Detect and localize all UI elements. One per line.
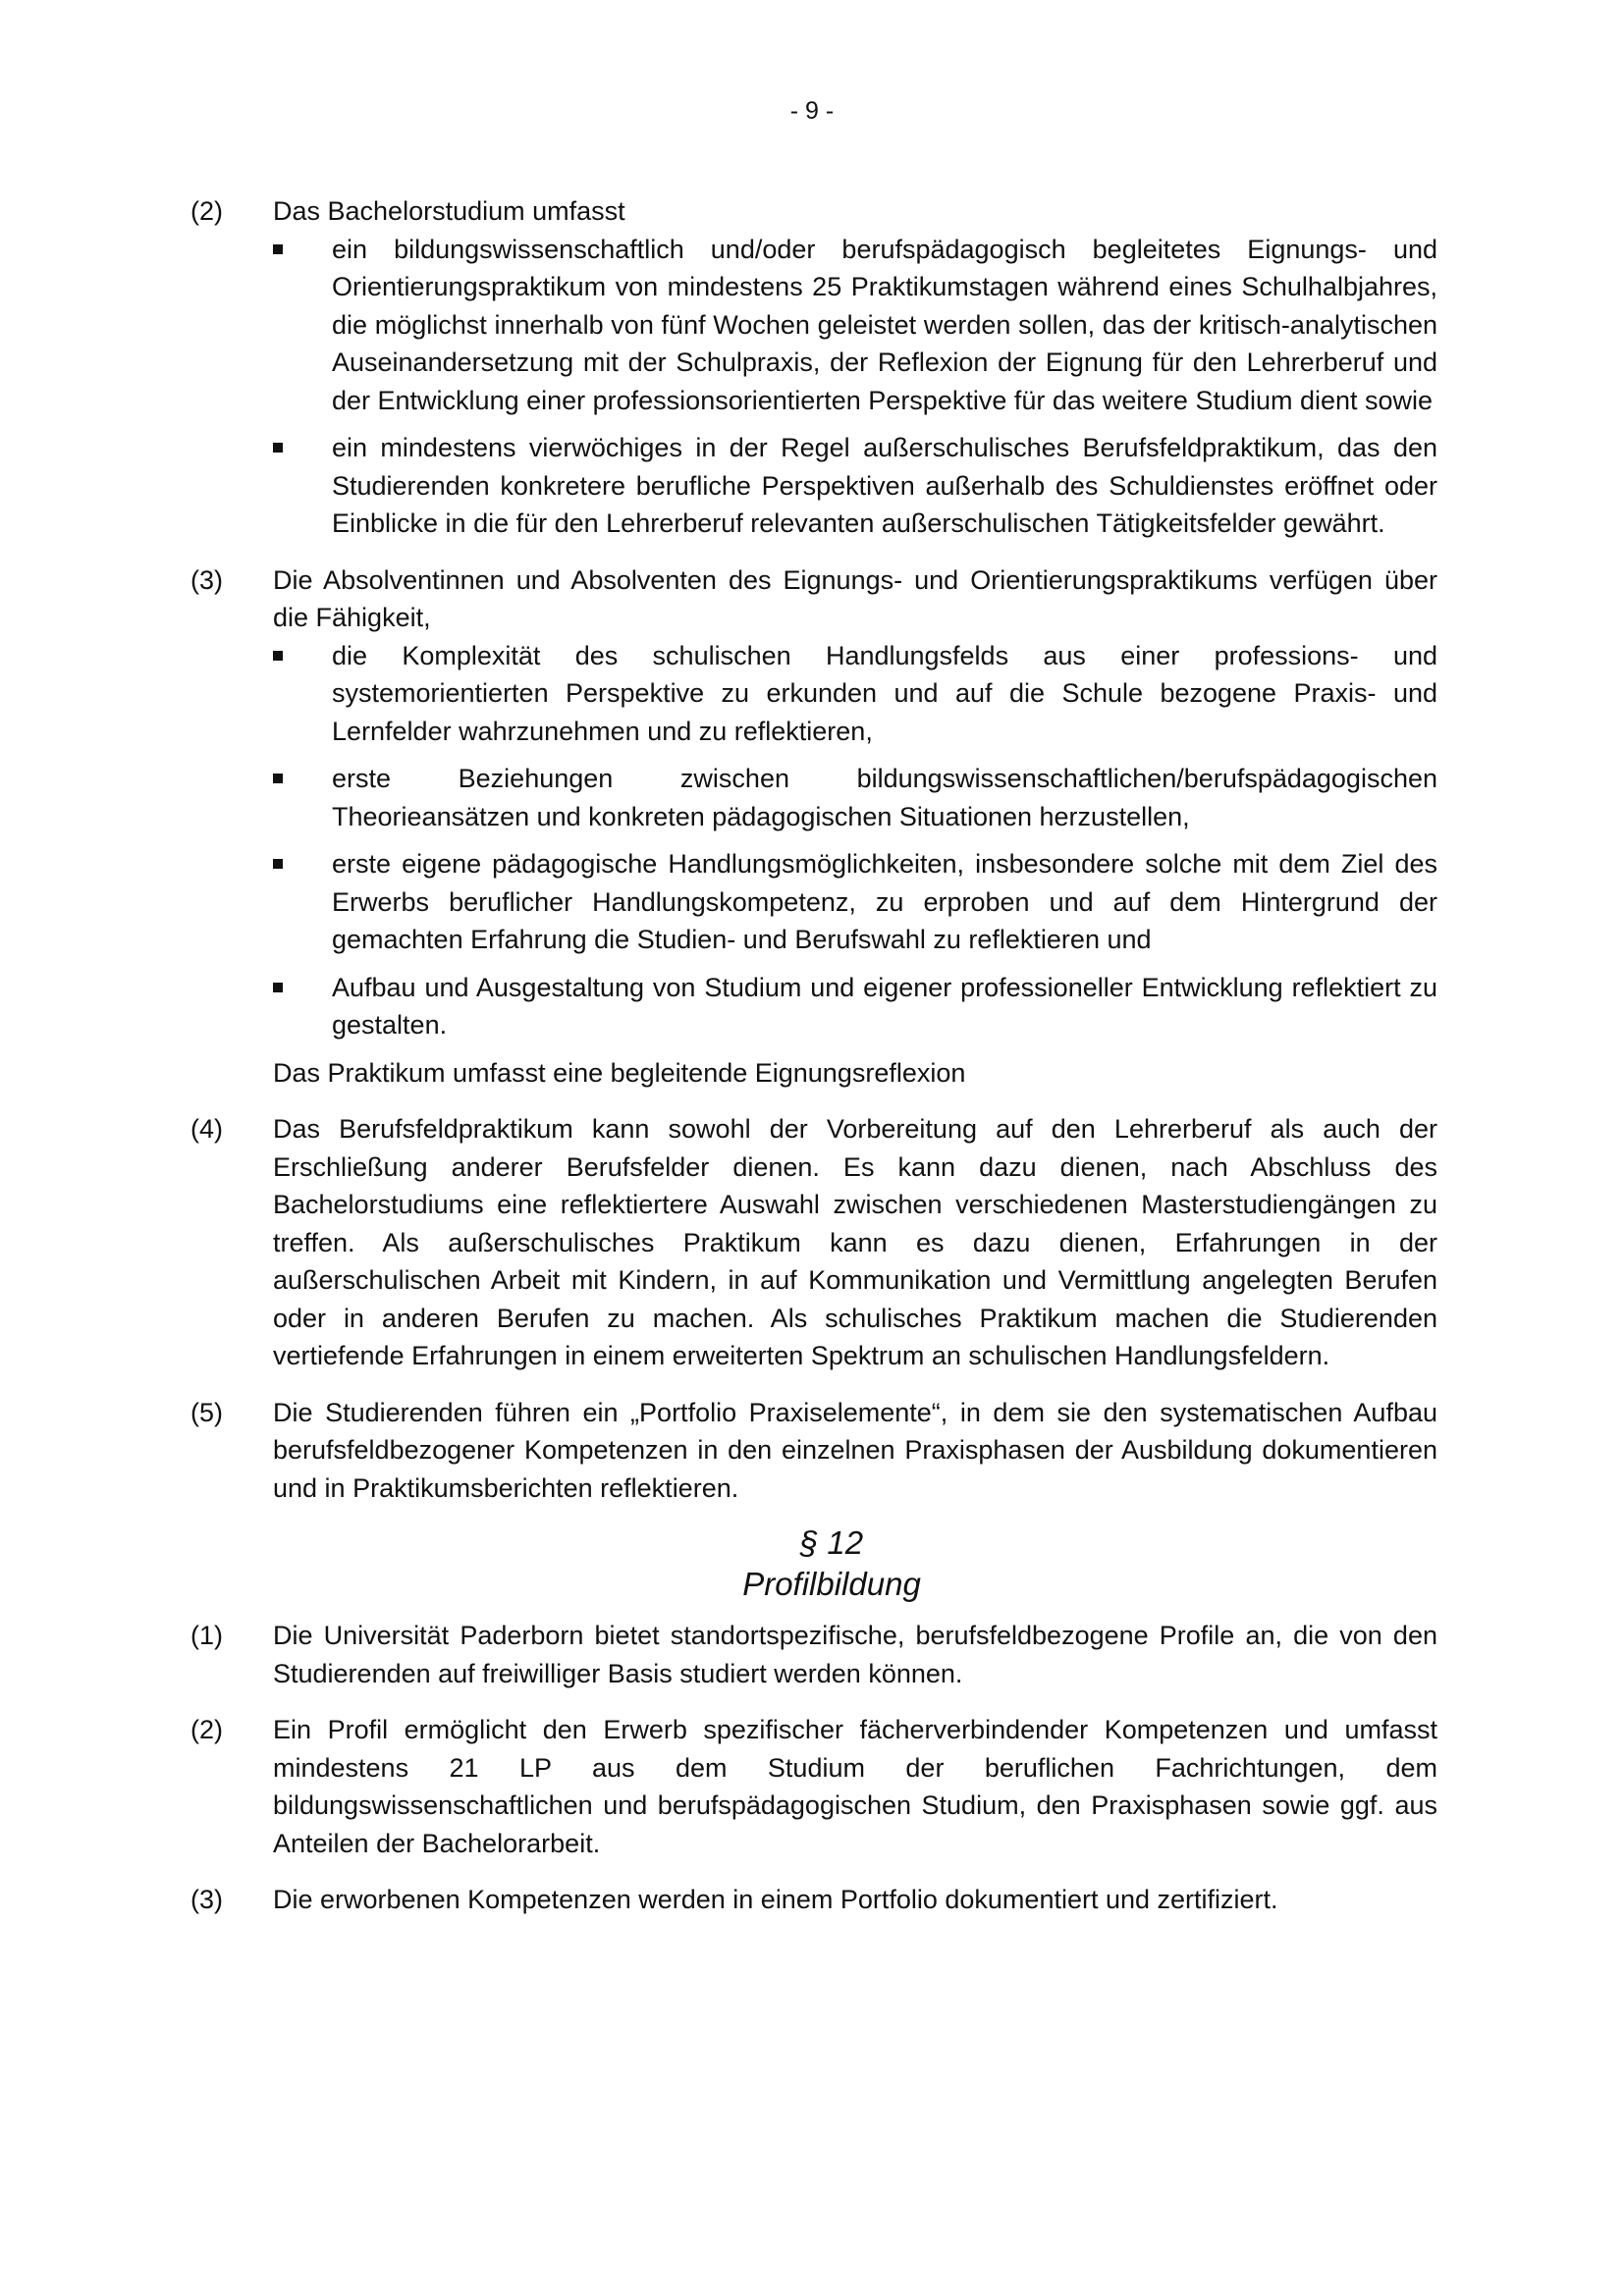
paragraph-3-profile	[190, 1881, 1437, 1919]
paragraph-number: (3)	[190, 1885, 223, 1914]
paragraph-text: Die erworbenen Kompetenzen werden in einem Portfolio dokumentiert und zertifiziert.	[273, 1885, 1278, 1914]
section-title: Profilbildung	[742, 1566, 921, 1602]
paragraph-number: (3)	[190, 564, 223, 595]
page-number: - 9 -	[789, 97, 835, 125]
paragraph-number: (5)	[190, 1397, 223, 1427]
paragraph-intro: Die Absolventinnen und Absolventen des Eignungs- und Orientierungspraktikums verfügen über die Fähigkeit,	[273, 564, 1437, 632]
paragraph-text: Die Studierenden führen ein „Portfolio Praxiselemente“, in dem sie den systematischen Aufbau berufsfeldbezogener Kompetenzen in den einzelnen Praxisphasen der Ausbildung dokumentieren und in Praktikumsberichten reflektieren.	[273, 1397, 1437, 1503]
paragraph-text: Ein Profil ermöglicht den Erwerb spezifischer fächerverbindender Kompetenzen und umfasst mindestens 21 LP aus dem Studium der beruflichen Fachrichtungen, dem bildungswissenschaftlichen und berufspädagogischen Studium, den Praxisphasen sowie ggf. aus Anteilen der Bachelorarbeit.	[273, 1715, 1437, 1858]
paragraph-2-profile	[190, 1711, 1437, 1862]
paragraph-3	[190, 561, 1437, 637]
list-item: die Komplexität des schulischen Handlungsfelds aus einer professions- und systemorientierten Perspektive zu erkunden und auf die Schule bezogene Praxis- und Lernfelder wahrzunehmen und zu reflektieren,	[273, 637, 1437, 751]
document-body	[190, 192, 1437, 1919]
list-item: Aufbau und Ausgestaltung von Studium und eigener professioneller Entwicklung reflektiert zu gestalten.	[273, 969, 1437, 1044]
paragraph-note: Das Praktikum umfasst eine begleitende Eignungsreflexion	[273, 1057, 966, 1088]
bullet-list	[190, 231, 1437, 543]
paragraph-text: Das Berufsfeldpraktikum kann sowohl der Vorbereitung auf den Lehrerberuf als auch der Erschließung anderer Berufsfelder dienen. Es kann dazu dienen, nach Abschluss des Bachelorstudiums eine reflektiertere Auswahl zwischen verschiedenen Masterstudiengängen zu treffen. Als außerschulisches Praktikum kann es dazu dienen, Erfahrungen in der außerschulischen Arbeit mit Kindern, in auf Kommunikation und Vermittlung angelegten Berufen oder in anderen Berufen zu machen. Als schulisches Praktikum machen die Studierenden vertiefende Erfahrungen in einem erweiterten Spektrum an schulischen Handlungsfeldern.	[273, 1114, 1437, 1370]
paragraph-number: (2)	[190, 1715, 223, 1744]
list-item: ein mindestens vierwöchiges in der Regel außerschulisches Berufsfeldpraktikum, das den Studierenden konkretere berufliche Perspektiven außerhalb des Schuldienstes eröffnet oder Einblicke in die für den Lehrerberuf relevanten außerschulischen Tätigkeitsfelder gewährt.	[273, 429, 1437, 543]
section-number: § 12	[799, 1524, 864, 1561]
paragraph-text: Die Universität Paderborn bietet standortspezifische, berufsfeldbezogene Profile an, die von den Studierenden auf freiwilliger Basis studiert werden können.	[273, 1621, 1437, 1688]
paragraph-number: (1)	[190, 1621, 223, 1650]
paragraph-4	[190, 1110, 1437, 1375]
paragraph-2	[190, 192, 1437, 231]
list-item: ein bildungswissenschaftlich und/oder berufspädagogisch begleitetes Eignungs- und Orientierungspraktikum von mindestens 25 Praktikumstagen während eines Schulhalbjahres, die möglichst innerhalb von fünf Wochen geleistet werden sollen, das der kritisch-analytischen Auseinandersetzung mit der Schulpraxis, der Reflexion der Eignung für den Lehrerberuf und der Entwicklung einer professionsorientierten Perspektive für das weitere Studium dient sowie	[273, 231, 1437, 420]
section-heading	[190, 1522, 1437, 1605]
list-item: erste Beziehungen zwischen bildungswissenschaftlichen/berufspädagogischen Theorieansätzen und konkreten pädagogischen Situationen herzustellen,	[273, 760, 1437, 835]
paragraph-5	[190, 1394, 1437, 1508]
paragraph-number: (2)	[190, 196, 223, 226]
list-item: erste eigene pädagogische Handlungsmöglichkeiten, insbesondere solche mit dem Ziel des Erwerbs beruflicher Handlungskompetenz, zu erproben und auf dem Hintergrund der gemachten Erfahrung die Studien- und Berufswahl zu reflektieren und	[273, 845, 1437, 959]
paragraph-1	[190, 1617, 1437, 1692]
bullet-list	[190, 637, 1437, 1044]
paragraph-intro: Das Bachelorstudium umfasst	[273, 196, 625, 226]
paragraph-number: (4)	[190, 1114, 223, 1144]
